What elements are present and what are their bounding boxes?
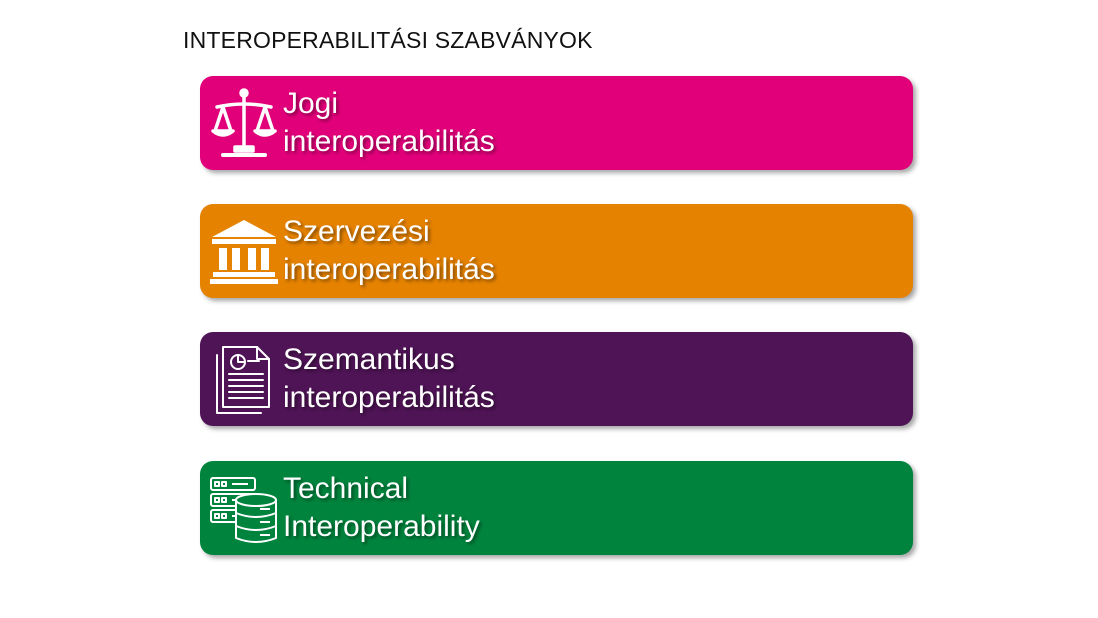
- card-title-line2: interoperabilitás: [283, 125, 495, 158]
- card-title-line1: Szemantikus: [283, 343, 455, 376]
- card-label: [283, 213, 495, 289]
- card-title-line1: Technical: [283, 472, 409, 505]
- card-label: [283, 470, 480, 546]
- document-icon: [206, 339, 282, 419]
- card-label: [283, 85, 495, 161]
- card-technical-interoperability[interactable]: [200, 461, 913, 555]
- card-title-line2: interoperabilitás: [283, 253, 495, 286]
- card-title-line2: interoperabilitás: [283, 381, 495, 414]
- scales-icon: [206, 83, 282, 163]
- page-title: INTEROPERABILITÁSI SZABVÁNYOK: [183, 27, 593, 53]
- card-semantic-interoperability[interactable]: [200, 332, 913, 426]
- card-label: [283, 341, 495, 417]
- institution-icon: [206, 211, 282, 291]
- card-title-line2: Interoperability: [283, 510, 480, 543]
- card-legal-interoperability[interactable]: [200, 76, 913, 170]
- server-database-icon: [206, 468, 282, 548]
- card-title-line1: Szervezési: [283, 215, 430, 248]
- card-organisational-interoperability[interactable]: [200, 204, 913, 298]
- card-title-line1: Jogi: [283, 87, 339, 120]
